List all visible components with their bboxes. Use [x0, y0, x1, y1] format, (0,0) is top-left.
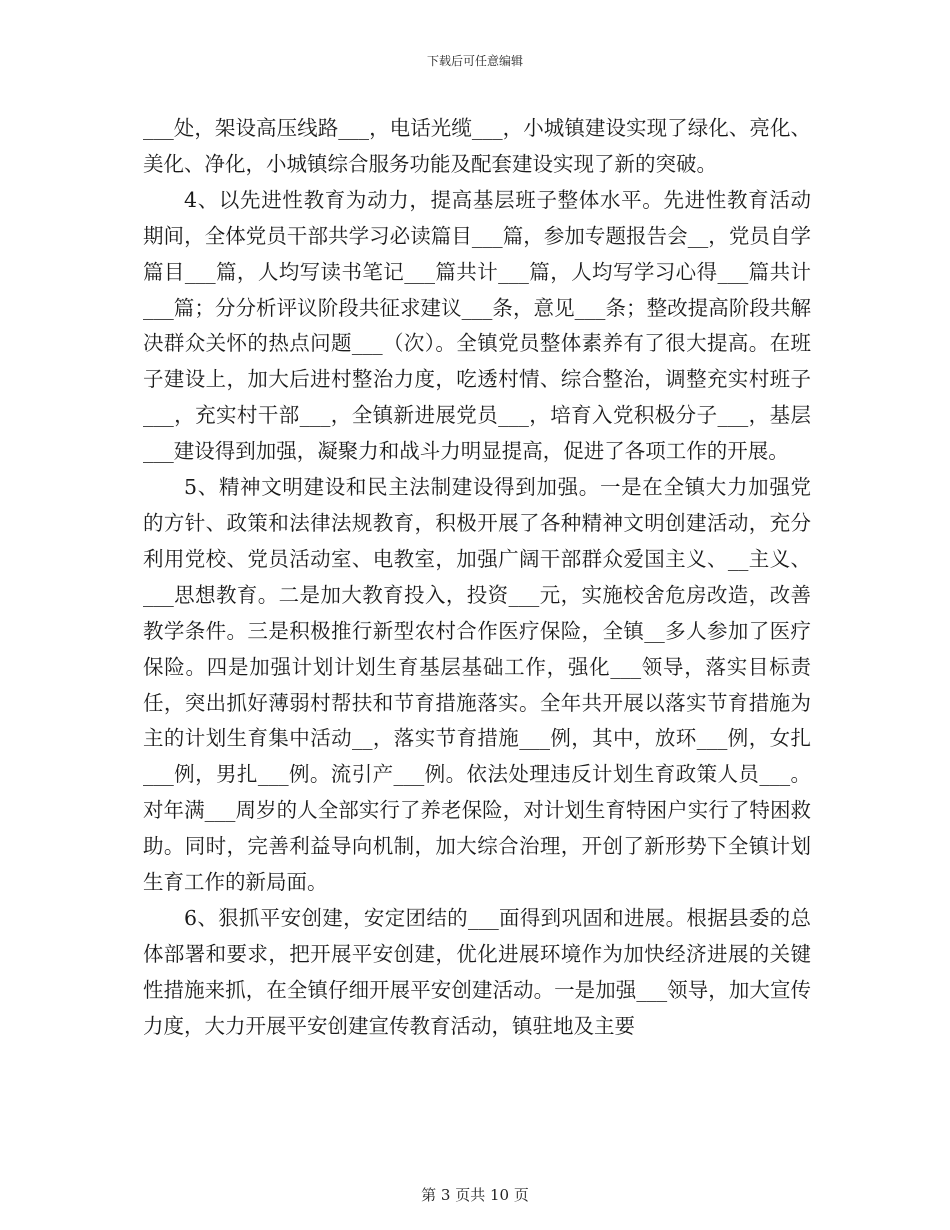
- page-footer: 第 3 页共 10 页: [421, 1186, 529, 1204]
- document-body: [143, 111, 811, 1045]
- paragraph-2: 4、以先进性教育为动力，提高基层班子整体水平。先进性教育活动期间，全体党员干部共学习必读篇目___篇，参加专题报告会__，党员自学篇目___篇，人均写读书笔记___篇共计___篇，人均写学习心得___篇共计___篇；分分析评议阶段共征求建议___条，意见___条；整改提高阶段共解决群众关怀的热点问题___（次）。全镇党员整体素养有了很大提高。在班子建设上，加大后进村整治力度，吃透村情、综合整治，调整充实村班子___，充实村干部___，全镇新进展党员___，培育入党积极分子___，基层___建设得到加强，凝聚力和战斗力明显提高，促进了各项工作的开展。: [143, 187, 811, 464]
- paragraph-1: ___处，架设高压线路___，电话光缆___，小城镇建设实现了绿化、亮化、美化、净化，小城镇综合服务功能及配套建设实现了新的突破。: [143, 116, 811, 176]
- paragraph-4: 6、狠抓平安创建，安定团结的___面得到巩固和进展。根据县委的总体部署和要求，把开展平安创建，优化进展环境作为加快经济进展的关键性措施来抓，在全镇仔细开展平安创建活动。一是加强___领导，加大宣传力度，大力开展平安创建宣传教育活动，镇驻地及主要: [143, 905, 811, 1038]
- paragraph-3: 5、精神文明建设和民主法制建设得到加强。一是在全镇大力加强党的方针、政策和法律法规教育，积极开展了各种精神文明创建活动，充分利用党校、党员活动室、电教室，加强广阔干部群众爱国主义、__主义、___思想教育。二是加大教育投入，投资___元，实施校舍危房改造，改善教学条件。三是积极推行新型农村合作医疗保险，全镇__多人参加了医疗保险。四是加强计划计划生育基层基础工作，强化___领导，落实目标责任，突出抓好薄弱村帮扶和节育措施落实。全年共开展以落实节育措施为主的计划生育集中活动__，落实节育措施___例，其中，放环___例，女扎___例，男扎___例。流引产___例。依法处理违反计划生育政策人员___。对年满___周岁的人全部实行了养老保险，对计划生育特困户实行了特困救助。同时，完善利益导向机制，加大综合治理，开创了新形势下全镇计划生育工作的新局面。: [143, 475, 811, 895]
- page-header: 下载后可任意编辑: [426, 54, 523, 68]
